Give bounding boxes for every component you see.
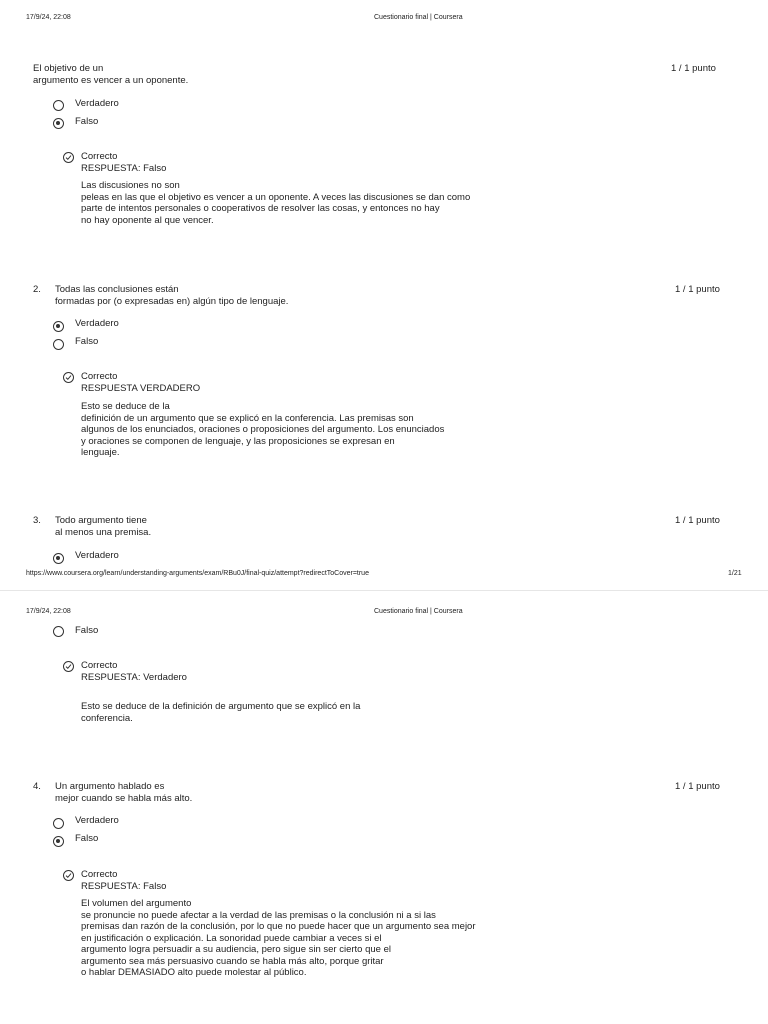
- q2-feedback-explanation: Esto se deduce de la definición de un argumento que se explicó en la conferencia. Las premisas son algunos de los enunciados, oraciones o proposiciones del argumento. Los enunciados y oraciones se componen de lenguaje, y las proposiciones se expresan en lenguaje.: [81, 401, 445, 458]
- q2-option-verdadero-radio[interactable]: [53, 321, 64, 332]
- q2-option-falso-label: Falso: [75, 336, 99, 347]
- print-footer-url: https://www.coursera.org/learn/understanding-arguments/exam/RBu0J/final-quiz/attempt?redirectToCover=true: [26, 570, 369, 577]
- q4-feedback-status: Correcto: [81, 869, 118, 880]
- print-header-datetime-page2: 17/9/24, 22:08: [26, 608, 71, 615]
- q3-correct-check-icon: [63, 661, 74, 672]
- q4-feedback-answer: RESPUESTA: Falso: [81, 881, 167, 892]
- q4-option-verdadero-radio[interactable]: [53, 818, 64, 829]
- print-footer-page-number: 1/21: [728, 570, 742, 577]
- q2-option-verdadero-label: Verdadero: [75, 318, 119, 329]
- q3-feedback-answer: RESPUESTA: Verdadero: [81, 672, 187, 683]
- question-1-points: 1 / 1 punto: [671, 63, 716, 74]
- q4-option-verdadero-label: Verdadero: [75, 815, 119, 826]
- q1-feedback-status: Correcto: [81, 151, 118, 162]
- q2-feedback-status: Correcto: [81, 371, 118, 382]
- q2-feedback-answer: RESPUESTA VERDADERO: [81, 383, 201, 394]
- q3-option-falso-label: Falso: [75, 625, 99, 636]
- question-4-text: Un argumento hablado es mejor cuando se habla más alto.: [55, 781, 193, 804]
- q1-option-verdadero-label: Verdadero: [75, 98, 119, 109]
- q1-option-verdadero-radio[interactable]: [53, 100, 64, 111]
- question-4-number: 4.: [33, 781, 41, 792]
- q1-correct-check-icon: [63, 152, 74, 163]
- question-3-text: Todo argumento tiene al menos una premisa.: [55, 515, 152, 538]
- q3-feedback-explanation: Esto se deduce de la definición de argumento que se explicó en la conferencia.: [81, 701, 361, 724]
- question-1-text: El objetivo de un argumento es vencer a un oponente.: [33, 63, 189, 86]
- question-3-number: 3.: [33, 515, 41, 526]
- q4-option-falso-radio[interactable]: [53, 836, 64, 847]
- print-header-title-page2: Cuestionario final | Coursera: [374, 608, 463, 615]
- q1-option-falso-radio[interactable]: [53, 118, 64, 129]
- question-2-number: 2.: [33, 284, 41, 295]
- q1-option-falso-label: Falso: [75, 116, 99, 127]
- question-2-text: Todas las conclusiones están formadas por (o expresadas en) algún tipo de lenguaje.: [55, 284, 289, 307]
- q1-feedback-answer: RESPUESTA: Falso: [81, 163, 167, 174]
- q3-option-verdadero-radio[interactable]: [53, 553, 64, 564]
- question-4-points: 1 / 1 punto: [675, 781, 720, 792]
- q1-feedback-explanation: Las discusiones no son peleas en las que el objetivo es vencer a un oponente. A veces las discusiones se dan como parte de intentos personales o cooperativos de resolver las cosas, y entonces no hay no hay oponente al que vencer.: [81, 180, 471, 226]
- q2-option-falso-radio[interactable]: [53, 339, 64, 350]
- page-break-divider: [0, 590, 768, 591]
- q3-option-falso-radio[interactable]: [53, 626, 64, 637]
- q4-option-falso-label: Falso: [75, 833, 99, 844]
- q4-correct-check-icon: [63, 870, 74, 881]
- print-header-datetime: 17/9/24, 22:08: [26, 14, 71, 21]
- q2-correct-check-icon: [63, 372, 74, 383]
- print-header-title: Cuestionario final | Coursera: [374, 14, 463, 21]
- question-3-points: 1 / 1 punto: [675, 515, 720, 526]
- q4-feedback-explanation: El volumen del argumento se pronuncie no puede afectar a la verdad de las premisas o la conclusión ni a si las premisas dan razón de la conclusión, por lo que no puede hacer que un argumento sea mejor en justificación o explicación. La sonoridad puede cambiar a veces si el argumento logra persuadir a su audiencia, pero sigue sin ser cierto que el argumento sea más persuasivo cuando se habla más alto, porque gritar o hablar DEMASIADO alto puede molestar al público.: [81, 898, 476, 978]
- q3-feedback-status: Correcto: [81, 660, 118, 671]
- question-2-points: 1 / 1 punto: [675, 284, 720, 295]
- q3-option-verdadero-label: Verdadero: [75, 550, 119, 561]
